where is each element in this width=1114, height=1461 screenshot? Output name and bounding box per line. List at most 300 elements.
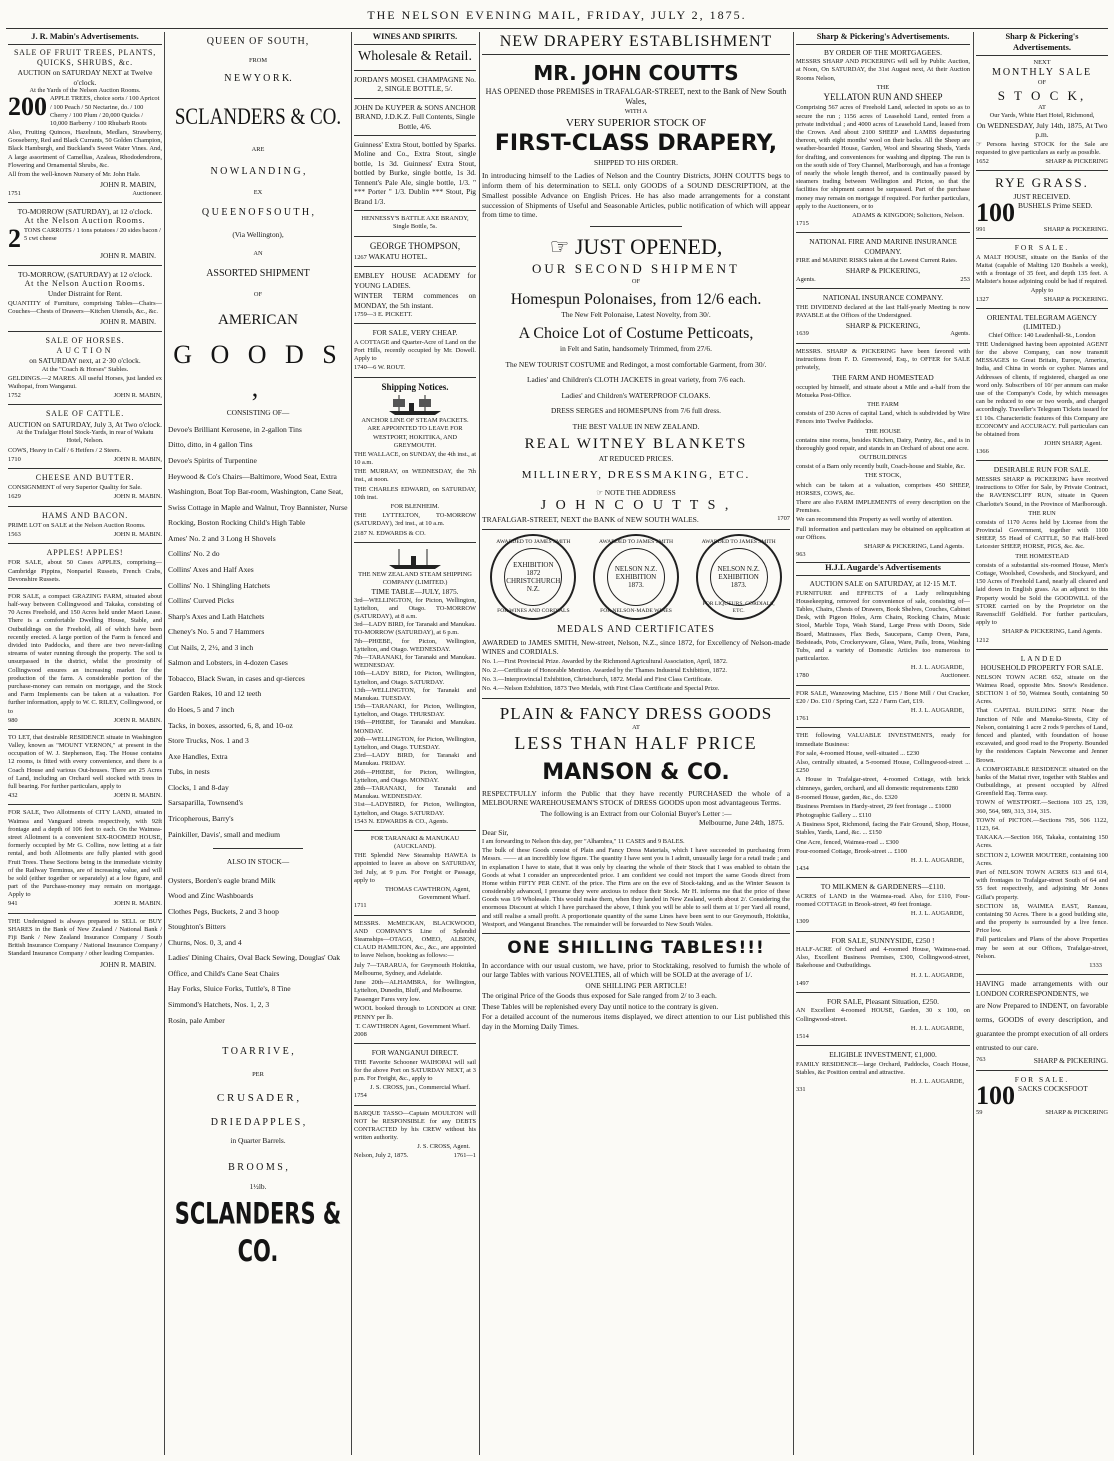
list-item: Ames' No. 2 and 3 Long H Shovels: [168, 533, 276, 543]
signature: SHARP & PICKERING, Land Agents.: [864, 542, 964, 550]
list-item: Cheney's No. 5 and 7 Hammers: [168, 627, 265, 637]
coutts-name: J O H N C O U T T S ,: [540, 498, 732, 514]
column-divider: [973, 32, 974, 1455]
ad-list: TONS CARROTS / 1 tons potatoes / 20 sides bacon / 5 cwt cheese: [24, 226, 161, 242]
signature: H. J. L. AUGARDE,: [910, 664, 964, 672]
proprietor: GEORGE THOMPSON,: [369, 240, 461, 251]
ad-body: consists of 1170 Acres held by License from the Provincial Government, together with 1100 SHEEP, 55 Head of CATTLE, 50 Fat Half-bred Leicester SHEEP, HORSE, PIGS, &c. &c.: [976, 518, 1108, 551]
ad-place: Chief Office: 140 Leadenhall-St., London: [988, 331, 1096, 339]
signature: 2187 N. EDWARDS & CO.: [354, 529, 426, 537]
signature: JOHN R. MABIN.: [100, 251, 156, 261]
ad-body: THE DIVIDEND declared at the last Half-yearly Meeting is now PAYABLE at the Offices of the Undersigned.: [796, 303, 970, 319]
letter-body: I am forwarding to Nelson this day, per "Alhambra," 11 CASES and 9 BALES.: [482, 837, 685, 845]
note-address: ☞ NOTE THE ADDRESS: [596, 487, 676, 497]
signature: JOHN R. MABIN.: [113, 792, 162, 800]
signature: JOHN R. MABIN.: [100, 959, 156, 969]
ad-title: FOR SALE, Pleasant Situation, £250.: [827, 997, 939, 1007]
medals-row: [482, 534, 790, 620]
signature: SHARP & PICKERING,: [845, 266, 921, 276]
timetable: [354, 597, 476, 818]
sailing: THE LYTTELTON, TO-MORROW (SATURDAY), 3rd inst., at 10 a.m.: [354, 512, 476, 528]
list-item: For sale, 4-roomed House, well-situated ... £230: [796, 749, 920, 757]
list-item: 20th—WELLINGTON, for Picton, Wellington, Lyttelton, and Otago. TUESDAY.: [354, 735, 476, 751]
connector: WITH A: [624, 107, 648, 115]
sailing: THE MURRAY, on WEDNESDAY, the 7th inst., at noon.: [354, 468, 476, 484]
signature: T. CAWTHRON Agent, Government Wharf.: [355, 1022, 470, 1030]
ad-place: At the Nelson Auction Rooms.: [24, 279, 146, 289]
list-item: 7th—PHŒBE, for Picton, Wellington, Lyttelton, and Otago. WEDNESDAY.: [354, 637, 476, 653]
ad-body: HAS OPENED those PREMISES in TRAFALGAR-STREET, next to the Bank of New South Wales,: [485, 87, 787, 107]
ad-body: TAKAKA.—Section 166, Takaka, containing 150 Acres.: [976, 834, 1108, 850]
signature: SHARP & PICKERING: [1045, 157, 1108, 165]
signature: 1740—6 W. ROUT.: [354, 364, 406, 372]
signature-title: Auctioneer.: [940, 672, 970, 680]
signature-title: Agents.: [796, 275, 816, 283]
ad-subtitle: on SATURDAY next, at 2·30 o'clock.: [29, 356, 141, 366]
ad-title: TO MILKMEN & GARDENERS—£110.: [820, 882, 946, 892]
ad-subtitle: ONE SHILLING PER ARTICLE!: [585, 980, 687, 990]
ad-number: 980: [8, 716, 18, 724]
sailing: THE WALLACE, on SUNDAY, the 4th inst., at 10 a.m.: [354, 450, 476, 467]
ad-title: MONTHLY SALE: [991, 66, 1093, 78]
ad-title: BY ORDER OF THE MORTGAGEES.: [823, 47, 943, 57]
ad-subtitle: TIME TABLE—JULY, 1875.: [371, 587, 459, 597]
ad-body: The NEW TOURIST COSTUME and Redingot, a most comfortable Garment, from 30/.: [505, 359, 767, 369]
ad-body: BUSHELS Prime SEED.: [1018, 201, 1093, 211]
ad-body: Guinness' Extra Stout, bottled by Sparks. Moline and Co., Extra Stout, single bottle, 1s 3d. Guinness' Extra Stout, bottled by Burke, single bottle, 1s 3d. Tennent's Pale Ale, single bottle, 1/3. " *** Porter " 1/3. Dublin *** Stout, Pig Brand 1/3.: [354, 140, 476, 206]
stock-list-2: [168, 873, 348, 1029]
homespun: Homespun Polonaises, from 12/6 each.: [510, 290, 762, 308]
millinery: MILLINERY, DRESSMAKING, ETC.: [521, 468, 751, 481]
ad-body: Also, Fruiting Quinces, Hazelnuts, Medlars, Strawberry, Gooseberry, Red and Black Currants, 50 Golden Champion, Black Hamburgh, and Buckland's Sweet Water Vines. And, A large assortment of Camellias, Azaleas, Rhododendrons, Flowering and Ornamental Shrubs, &c.: [8, 129, 162, 169]
ad-subtitle: JUST RECEIVED.: [1013, 191, 1071, 201]
ad-subtitle: THE HOMESTEAD: [1015, 552, 1069, 560]
ad-number: 59: [976, 1109, 983, 1117]
ad-subtitle: AUCTION on SATURDAY NEXT at Twelve o'clock.: [17, 68, 153, 87]
list-item: Salmon and Lobsters, in 4-dozen Cases: [168, 658, 288, 668]
connector: EX: [253, 189, 263, 197]
ad-body: A COMFORTABLE RESIDENCE situated on the banks of the Maitai river, together with Stables and Outbuildings, at present occupied by Alfred Greenfield Esq. Terms easy.: [976, 765, 1108, 798]
ad-body: consist of a Barn only recently built, Coach-house and Stable, &c.: [796, 463, 966, 471]
connector: AT: [632, 724, 640, 732]
ad-subtitle: SHIPPED TO HIS ORDER.: [594, 157, 678, 167]
list-item: Tricopherous, Barry's: [168, 813, 234, 823]
list-item: No. 4.—Nelson Exhibition, 1873 Two Medals, with First Class Certificate and Special Prize.: [482, 685, 720, 693]
list-item: Hay Forks, Sluice Forks, Tuttle's, 8 Tine: [168, 984, 291, 994]
first-class-drapery: FIRST-CLASS DRAPERY,: [494, 130, 778, 156]
ad-number: 1715: [796, 220, 809, 228]
signature: JOHN R. MABIN.: [113, 530, 162, 538]
assorted: ASSORTED SHIPMENT: [206, 267, 310, 279]
signature: H. J. L. AUGARDE,: [910, 971, 964, 979]
ad-body: COWS, Heavy in Calf / 6 Heifers / 2 Steers.: [8, 446, 122, 454]
ad-number: 1761—1: [453, 1151, 476, 1159]
signature: J. S. CROSS, Agent.: [417, 1143, 470, 1151]
ad-body: in Felt and Satin, handsomely Trimmed, from 27/6.: [560, 344, 712, 354]
ad-number: 1751: [8, 189, 21, 197]
list-item: 10th—LADY BIRD, for Picton, Wellington, Lyttelton, and Otago. SATURDAY.: [354, 670, 476, 686]
ad-number: 1639: [796, 330, 809, 338]
ad-body: FAMILY RESIDENCE—large Orchard, Paddocks, Coach House, Stables, &c Position central and attractive.: [796, 1060, 970, 1076]
crusader: C R U S A D E R ,: [216, 1092, 300, 1105]
ad-body: A MALT HOUSE, situate on the Banks of the Maitai (capable of Malting 120 Bushels a week), with a frontage of 35 feet, and depth 135 feet. A Maltster's house adjoining could be had if required.: [976, 253, 1108, 286]
column-drapery: [482, 32, 790, 1455]
ad-body: THE Undersigned is always prepared to SELL or BUY SHARES in the Bank of New Zealand / National Bank / Fiji Bank / New Zealand Insurance Company / South British Insurance Company / National Insurance Company / Standard Insurance Company / other leading Companies.: [8, 917, 162, 958]
ad-title: FOR WANGANUI DIRECT.: [371, 1048, 459, 1058]
signature: SHARP & PICKERING.: [1043, 225, 1108, 233]
list-item: 26th—PHŒBE, for Picton, Wellington, Lyttelton, and Otago. MONDAY.: [354, 768, 476, 784]
ad-place: Our Yards, White Hart Hotel, Richmond,: [989, 112, 1095, 120]
ship-name: Q U E E N O F S O U T H ,: [201, 207, 315, 219]
ad-subtitle: AT REDUCED PRICES.: [598, 454, 674, 464]
ad-body: FURNITURE and EFFECTS of a Lady relinquishing Housekeeping, removed for convenience of sale, consisting of— Tables, Chairs, Chests of Drawers, Book Shelves, Couches, Cabinet Desk, with Pigeon Holes, Arm Chairs, Rocking Chairs, Music Stool, Marble Tops, Wash Stand, Large Press with Doors, Side Board, Mattrasses, Flax Beds, Saucepans, Camp Oven, Pans, Bedsteads, Pots, Crockeryware, Glass, Ware, Pails, Irons, Washing Tubs, and a variety of Domestic Articles too numerous to particularize.: [796, 589, 970, 663]
list-item: Clothes Pegs, Buckets, 2 and 3 hoop: [168, 906, 279, 916]
ad-body: We can recommend this Property as well worthy of attention.: [796, 516, 953, 524]
ad-body: There are also FARM IMPLEMENTS of every description on the Premises.: [796, 499, 970, 515]
list-item: Business Premises in Hardy-street, 29 feet frontage ... £1000: [796, 802, 952, 810]
ad-number: 2008: [354, 1031, 367, 1038]
ad-body: All from the well-known Nursery of Mr. John Hale.: [8, 171, 141, 179]
ad-subtitle: THE STOCK,: [864, 472, 902, 480]
ad-title: THE NEW ZEALAND STEAM SHIPPING COMPANY (LIMITED.): [358, 570, 472, 586]
ad-subtitle: YELLATON RUN AND SHEEP: [823, 91, 943, 102]
address: TRAFALGAR-STREET, NEXT the BANK of NEW SOUTH WALES.: [482, 515, 699, 525]
list-item: 3rd—WELLINGTON, for Picton, Wellington, Lyttelton, and Otago. TO-MORROW (SATURDAY), at 8 a.m.: [354, 596, 476, 620]
ad-body: Ladies' and Children's CLOTH JACKETS in great variety, from 7/6 each.: [526, 375, 746, 385]
ad-body: AWARDED to JAMES SMITH, New-street, Nelson, N.Z., since 1872, for Excellency of Nelson-made WINES and CORDIALS.: [482, 637, 790, 657]
hotel-name: WAKATU HOTEL.: [368, 252, 428, 262]
american: AMERICAN: [217, 311, 298, 328]
list-item: No. 3.—Interprovincial Exhibition, Christchurch, 1872. Medal and First Class Certificate.: [482, 676, 713, 684]
big-number: 200: [8, 95, 47, 122]
ad-body: AN Excellent 4-roomed HOUSE, Garden, 30 x 100, on Collingwood-street.: [796, 1007, 970, 1023]
ad-body: ACRES of LAND in the Waimea-road. Also, for £110, Four-roomed COTTAGE in Brook-street, 49 feet frontage.: [796, 892, 970, 909]
ad-title: FOR SALE, VERY CHEAP.: [372, 328, 458, 338]
ad-body: FOR SALE, about 50 Cases APPLES, comprising—Cambridge Pippins, Nonpariel Russets, French Crabs, Devonshire Russets.: [8, 559, 162, 583]
via: (Via Wellington),: [232, 230, 284, 240]
signature: JOHN R. MABIN.: [113, 716, 162, 724]
ad-number: 1267: [354, 254, 367, 262]
list-item: 28th—TARANAKI, for Taranaki and Manukau. WEDNESDAY.: [354, 784, 476, 801]
ad-body: TOWN of PICTON.—Sections 795, 506 1122, 1123, 64.: [976, 816, 1108, 833]
plain-fancy: PLAIN & FANCY DRESS GOODS: [499, 703, 773, 723]
ad-body: These Tables will be replenished every Day until notice to the contrary is given.: [482, 1001, 719, 1011]
ad-title: S T O C K,: [997, 87, 1087, 103]
ad-subtitle: VERY SUPERIOR STOCK OF: [565, 116, 707, 129]
just-opened: ☞ JUST OPENED,: [549, 234, 723, 260]
ad-body: PRIME LOT on SALE at the Nelson Auction Rooms.: [8, 521, 146, 529]
ad-number: 1309: [796, 918, 809, 926]
ad-body: HAVING made arrangements with our LONDON CORRESPONDENTS, we: [976, 979, 1108, 998]
drapery-name: MR. JOHN COUTTS: [533, 61, 739, 86]
ad-subtitle: AUCTION: [56, 345, 114, 355]
list-item: Oysters, Borden's eagle brand Milk: [168, 875, 276, 885]
signature: JOHN R. MABIN,: [113, 455, 162, 463]
ad-body: Part of NELSON TOWN ACRES 613 and 614, with frontages to Trafalgar-street South of 64 and 55 feet respectively, and adjoining Mr Jones Gillat's property.: [976, 868, 1108, 901]
ad-body: THE Favorite Schooner WAIHOPAI will sail for the above Port on SATURDAY NEXT, at 3 p.m. For Freight, &c., apply to: [354, 1058, 476, 1083]
ad-body: That CAPITAL BUILDING SITE Near the Junction of Nile and Manuka-Streets, City of Nelson, containing 1 acre 2 rods 9 perches of Land, fenced and planted, with foundation of house excavated, and good road to the Property. Bounded by the residences Captain Newcome and Jenner Brown.: [976, 707, 1108, 764]
list-item: Ladies' Dining Chairs, Oval Back Sewing, Douglas' Oak Office, and Child's Cane Seat Chairs: [168, 953, 341, 978]
witney-blankets: REAL WITNEY BLANKETS: [524, 436, 748, 453]
origin: N E W Y O R K.: [224, 72, 292, 84]
ad-subtitle: FOR BLENHEIM.: [390, 503, 440, 511]
ad-body: The original Price of the Goods thus exposed for Sale ranged from 2/ to 3 each.: [482, 991, 717, 1001]
ad-title: ELIGIBLE INVESTMENT, £1,000.: [829, 1050, 937, 1060]
ad-number: 1434: [796, 865, 809, 873]
connector: FROM: [248, 56, 268, 64]
ad-body: Full information and particulars may be obtained on application at our Offices.: [796, 525, 970, 541]
ad-body: FIRE and MARINE RISKS taken at the Lowest Current Rates.: [796, 257, 958, 265]
column-divider: [479, 32, 480, 1455]
signature: JOHN R. MABIN,: [113, 392, 162, 400]
shilling-tables: ONE SHILLING TABLES!!!: [507, 938, 765, 959]
list-item: Four-roomed Cottage, Brook-street ... £100: [796, 847, 907, 855]
column-divider: [351, 32, 352, 1455]
ad-subtitle: OUTBUILDINGS: [859, 454, 907, 462]
ad-number: 1710: [8, 455, 21, 463]
section-title: Shipping Notices.: [381, 381, 449, 392]
ad-body: ☞ Persons having STOCK for the Sale are requested to give particulars as early as possible.: [976, 140, 1108, 156]
ad-number: 1563: [8, 530, 21, 538]
ad-body: In accordance with our usual custom, we have, prior to Stocktaking, resolved to furnish the whole of our large Tables with various NOVELTIES, all of which will be SOLD at the average of 1/.: [482, 960, 790, 980]
list-item: A House in Trafalgar-street, 4-roomed Cottage, with brick chimneys, garden, orchard, and all domestic requirements £280: [796, 776, 970, 792]
ad-number: 253: [960, 275, 970, 283]
ad-body: In introducing himself to the Ladies of Nelson and the Country Districts, JOHN COUTTS begs to inform them of his determination to SELL only GOODS of a SOUND DESCRIPTION, at the Smallest possible Advance on English Prices. He has also made arrangements for a constant succession of Shipments of Useful and Seasonable Articles, public notification of which will appear from time to time.: [482, 171, 790, 220]
petticoats: A Choice Lot of Costume Petticoats,: [518, 324, 754, 342]
ad-body: JORDAN'S MOSEL CHAMPAGNE No. 2, SINGLE BOTTLE, 5/.: [354, 74, 476, 94]
firm-name: SCLANDERS & CO.: [174, 104, 342, 130]
list-item: Devoe's Spirits of Turpentine: [168, 456, 257, 466]
ad-place: At the Trafalgar Hotel Stock-Yards, in rear of Wakatu Hotel, Nelson.: [16, 429, 154, 445]
ad-subtitle: AUCTION on SATURDAY, July 3, At Two o'clock.: [8, 419, 162, 429]
ad-body: SACKS COCKSFOOT: [1018, 1084, 1088, 1094]
section-title: WINES AND SPIRITS.: [354, 32, 476, 45]
pointing-hand-icon: ☞: [596, 487, 603, 497]
drapery-title: NEW DRAPERY ESTABLISHMENT: [482, 32, 790, 55]
medal-1: AWARDED TO JAMES SMITH EXHIBITION 1872 CHRISTCHURCH N.Z. FOR WINES AND CORDIALS: [490, 534, 576, 620]
signature-title: Auctioneer.: [132, 189, 162, 197]
letter-body: The bulk of these Goods consist of Plain and Fancy Dress Materials, which I have succeeded in purchasing from Messrs. —— at an incredibly low figure. The quantity I have sent you is I admit, unusually large for a retail trade ; and in explanation I have to state, that it was only by clearing the whole of their Stock that I was enabled to obtain the Goods at what I consider an unprecedented price. I am confident we could not import the same Goods direct from Home within FIFTY PER CENT. of the price. The Firm are on the eve of Stock-taking, and as the Winter Season is considerably advanced, I presume they were anxious to reduce their Stock. Mr H. informs me that the price of these Goods was 1/9 Wholesale. This would make them, when they landed in New Zealand, worth about 2/. Considering the enormous Discount at which I have purchased the above, I think you will be able to sell them at 1/ per Yard all round, and still realise a small profit. A proportionate quantity of the same Lines have been sent to our Greymouth, Hokitika, Westport, and Wanganui Branches. The remainder will be forwarded to New South Wales.: [482, 847, 790, 928]
brooms-weight: 1½lb.: [249, 1182, 267, 1192]
ad-body: WINTER TERM commences on MONDAY, the 5th instant.: [354, 291, 476, 310]
connector: PER: [252, 1070, 264, 1078]
column-header: Sharp & Pickering's Advertisements.: [796, 32, 970, 45]
ad-title: HOUSEHOLD PROPERTY FOR SALE.: [980, 663, 1104, 673]
investments: [796, 750, 970, 856]
ad-body: HENNESSY'S BATTLE AXE BRANDY, Single Bottle, 5s.: [361, 215, 469, 231]
ad-place: At the Yards of the Nelson Auction Rooms.: [29, 87, 141, 95]
ad-title: FOR SALE.: [1014, 243, 1070, 253]
list-item: Devoe's Brilliant Kerosene, in 2-gallon Tins: [168, 424, 302, 434]
list-item: 31st—LADYBIRD, for Picton, Wellington, Lyttelton, and Otago. SATURDAY.: [354, 801, 476, 817]
ad-subtitle: THE HOUSE: [865, 427, 901, 435]
ad-title: APPLES! APPLES!: [46, 548, 124, 558]
list-item: Collins' Curved Picks: [168, 596, 234, 606]
ad-number: 1514: [796, 1033, 809, 1041]
pointing-hand-icon: ☞: [976, 140, 982, 148]
column-sharp-augarde: [796, 32, 970, 1455]
ad-number: 1711: [354, 902, 367, 910]
list-item: No. 2.—Certificate of Honorable Mention. Awarded by the Thames Industrial Exhibition, 1872.: [482, 666, 727, 674]
list-item: Ditto, ditto, in 4 gallon Tins: [168, 440, 253, 450]
ad-number: 1754: [354, 1092, 367, 1100]
big-number: 2: [8, 226, 21, 252]
list-item: Tacks, in boxes, assorted, 6, 8, and 10-oz: [168, 720, 293, 730]
list-item: Tobacco, Black Swan, in cases and qr-tierces: [168, 673, 305, 683]
ad-body: QUANTITY of Furniture, comprising Tables—Chairs—Couches—Chests of Drawers—Kitchen Utensils, &c., &c.: [8, 299, 162, 316]
ad-body: NELSON TOWN ACRE 652, situate on the Waimea Road, opposite Mrs. Snow's Residence. SECTION 1 of 50, Waimea South, containing 50 Acres.: [976, 673, 1108, 706]
ad-number: 432: [8, 792, 18, 800]
signature: SHARP & PICKERING.: [1033, 1056, 1108, 1066]
list-item: Collins' No. 1 Shingling Hatchets: [168, 580, 270, 590]
ad-body: CONSIGNMENT of very Superior Quality for Sale.: [8, 484, 142, 492]
ad-body: WOOL booked through to LONDON at ONE PENNY per lb.: [354, 1005, 476, 1021]
ad-place: At the "Coach & Horses" Stables.: [41, 365, 129, 373]
ad-number: 1652: [976, 157, 989, 165]
signature: H. J. L. AUGARDE,: [910, 857, 964, 865]
list-item: Store Trucks, Nos. 1 and 3: [168, 736, 249, 746]
landing: N O W L A N D I N G ,: [210, 166, 306, 178]
ad-body: Apply to: [1030, 287, 1054, 295]
list-item: Cut Nails, 2, 2½, and 3 inch: [168, 642, 254, 652]
ad-body: FOR SALE, a compact GRAZING FARM, situated about half-way between Collingwood and Takaka, consisting of 70 Acres Freehold, and 150 Acres held under Maori Lease. There is a comfortable Dwelling House, Stable, and Outbuildings on the Freehold, all of which have been recently erected. A large portion of the Farm is fenced and divided into Paddocks, and there are two never-failing streams of water running through the property. The soil is unsurpassed in the district, whilst the proximity of Collingwood ensures an increasing market for the production of the farm. A considerable portion of the purchase-money can remain on mortgage, and the Stock and Farm Implements can be taken at a valuation. For further information, apply to W. C. RILEY, Collingwood, or to: [8, 592, 162, 715]
less-than-half: LESS THAN HALF PRICE: [514, 733, 758, 754]
list-item: Also, centrally situated, a 5-roomed House, Collingwood-street ... £250: [796, 758, 970, 775]
ad-body: consists of 230 Acres of capital Land, which is subdivided by Wire Fences into Twelve Paddocks.: [796, 410, 970, 426]
ad-title: SALE OF CATTLE.: [46, 409, 124, 419]
ad-title: FOR SALE.: [1014, 1074, 1070, 1084]
signature: JOHN R. MABIN,: [100, 180, 156, 190]
ad-title: AUCTION SALE on SATURDAY, at 12·15 M.T.: [809, 579, 957, 589]
signature: H. J. L. AUGARDE,: [910, 1024, 964, 1032]
list-item: Rosin, pale Amber: [168, 1015, 225, 1025]
ad-title: CHEESE AND BUTTER.: [35, 472, 135, 482]
ad-title: LANDED: [1020, 653, 1064, 663]
ad-body: occupied by himself, and situate about a Mile and a-half from the Motueka Post-Office.: [796, 383, 970, 399]
connector: AN: [253, 249, 263, 257]
list-item: No. 1.—First Provincial Prize. Awarded by the Richmond Agricultural Association, April, 1872.: [482, 657, 728, 665]
ad-number: 1212: [976, 636, 989, 644]
ad-body: Passenger Fares very low.: [354, 996, 421, 1004]
list-item: Stoughton's Bitters: [168, 922, 226, 932]
goods: G O O D S ,: [173, 339, 343, 403]
steamship-icon: [354, 393, 476, 417]
ad-title: EMBLEY HOUSE ACADEMY for YOUNG LADIES.: [354, 271, 476, 290]
signature: JOHN R. MABIN.: [100, 317, 156, 327]
medal-2: AWARDED TO JAMES SMITH NELSON N.Z. EXHIBITION 1873. FOR NELSON-MADE WINES: [593, 534, 679, 620]
ad-body: MESSRS. McMECKAN, BLACKWOOD, AND COMPANY'S Line of Splendid Steamships—OTAGO, OMEO, ALBION, CLAUD HAMILTON, &c., &c., are appointed to leave Nelson, booking as follows:—: [354, 919, 476, 960]
footer-firm-name: SCLANDERS & CO.: [174, 1196, 342, 1268]
ad-number: 1752: [8, 392, 21, 400]
connector: OF: [1037, 79, 1047, 87]
connector: OF: [631, 277, 641, 285]
stock-list: [168, 422, 348, 842]
list-item: 13th—WELLINGTON, for Taranaki and Manukau. TUESDAY.: [354, 686, 476, 702]
ad-number: 331: [796, 1086, 806, 1094]
signature: H. J. L. AUGARDE,: [910, 910, 964, 918]
signature: JOHN R. MABIN.: [113, 493, 162, 501]
ad-body: SECTION 2, LOWER MOUTERE, containing 100 Acres.: [976, 851, 1108, 867]
brooms: B R O O M S ,: [228, 1161, 288, 1173]
list-item: do Hoes, 5 and 7 inch: [168, 705, 235, 715]
ad-number: 763: [976, 1056, 986, 1064]
ad-body: THE Splendid New Steamship HAWEA is appointed to leave as above on SATURDAY, 3rd July, at 9 p.m. For Freight or Passage, apply to: [354, 852, 476, 884]
letter-greeting: Dear Sir,: [482, 827, 509, 837]
ad-title: SALE OF HORSES.: [45, 335, 125, 345]
ad-body: contains nine rooms, besides Kitchen, Dairy, Pantry, &c., and is in thoroughly good repair, and stands in an Orchard of about one acre.: [796, 436, 970, 452]
ad-body: MESSRS. SHARP & PICKERING have been favored with instructions from F. D. Greenwood, Esq., to OFFER for SALE privately,: [796, 347, 970, 371]
top-rule: [6, 28, 1108, 29]
steamship-icon: [354, 547, 476, 571]
ad-number: 1327: [976, 295, 989, 303]
ad-subtitle: THE RUN: [1028, 509, 1056, 517]
list-item: Tubs, in nests: [168, 767, 210, 777]
dried-apples: D R I E D A P P L E S ,: [210, 1117, 306, 1129]
signature: H. J. L. AUGARDE,: [910, 1078, 964, 1086]
signature: THOMAS CAWTHRON, Agent, Government Wharf.: [384, 886, 470, 902]
ad-number: 963: [796, 551, 806, 559]
column-wines-shipping: [354, 32, 476, 1455]
ad-body: FOR SALE, Wanzowing Machine, £15 / Bone Mill / Out Cracker, £20 / Do. £10 / Spring Cart, £22 / Farm Cart, £19.: [796, 689, 970, 705]
ad-title: TO-MORROW (SATURDAY), at 12 o'clock.: [17, 206, 153, 216]
connector: THE: [876, 83, 890, 91]
column-sclanders: [168, 32, 348, 1455]
list-item: Photographic Gallery ... £110: [796, 812, 872, 820]
wholesale-retail: Wholesale & Retail.: [358, 48, 472, 64]
ad-title: NATIONAL FIRE AND MARINE INSURANCE COMPANY.: [809, 237, 957, 256]
ad-number: 1497: [796, 979, 809, 987]
list-item: Axe Handles, Extra: [168, 751, 228, 761]
ad-number: 1333: [1089, 962, 1102, 970]
ad-body: MESSRS SHARP AND PICKERING will sell by Public Auction, at Noon, On SATURDAY, the 31st August next, At their Auction Rooms Nelson,: [796, 58, 970, 82]
list-item: Sharp's Axes and Lath Hatchets: [168, 611, 265, 621]
ad-body: Comprising 567 acres of Freehold Land, selected in spots so as to secure the run ; 1156 acres of Leasehold Land, rented from a private individual ; and 4000 acres of Leasehold Land, leased from the Crown. And about 2100 SHEEP and LAMBS depasturing thereon, with eight months' wool on their backs. All the Sheep are weather-boarded House, Garden, Wool and Shearing Sheds, Yards for drafting, and conveniences for washing and dipping. The run is on the south side of Tory Channel, Marlborough, and has a frontage of nearly the whole length thereof, and is continually passed by steamers trading between Wellington and Picton, so that the facilities for shipment cannot be surpassed. Part of the purchase money may remain on mortgage if required. For further particulars, apply to the Auctioneers, or to: [796, 104, 970, 210]
ad-number: 1629: [8, 493, 21, 501]
signature-title: Agents.: [950, 330, 970, 338]
list-item: 15th—TARANAKI, for Picton, Wellington, Lyttelton, and Otago. THURSDAY.: [354, 703, 476, 719]
signature: JOHN R. MABIN.: [113, 900, 162, 908]
list-item: 3rd—LADY BIRD, for Taranaki and Manukau. TO-MORROW (SATURDAY), at 6 p.m.: [354, 621, 476, 637]
signature: SHARP & PICKERING: [1045, 1109, 1108, 1117]
ad-body: ARE APPOINTED TO LEAVE FOR WESTPORT, HOKITIKA, AND GREYMOUTH.: [367, 425, 463, 449]
ad-body: The New Felt Polonaise, Latest Novelty, from 30/.: [561, 310, 711, 320]
signature: SHARP & PICKERING,: [845, 320, 921, 330]
ad-body: A COTTAGE and Quarter-Acre of Land on the Port Hills, recently occupied by Mr. Dowell. Apply to: [354, 338, 476, 363]
sailing: June 20th—ALHAMBRA, for Wellington, Lyttelton, Dunedin, Bluff, and Melbourne.: [354, 978, 476, 995]
connector: ARE: [251, 146, 265, 154]
ad-body: BARQUE TASSO—Captain MOULTON will NOT be RESPONSIBLE for any DEBTS CONTRACTED by his CREW without his written authority.: [354, 1109, 476, 1142]
to-arrive: T O A R R I V E ,: [222, 1046, 294, 1058]
list-item: One Acre, fenced, Waimea-road ... £300: [796, 838, 899, 846]
column-header: J. R. Mabin's Advertisements.: [8, 32, 162, 45]
consisting: CONSISTING OF—: [226, 408, 290, 418]
ad-title: FOR TARANAKI & MANUKAU (AUCKLAND).: [370, 834, 460, 851]
certificates: [482, 658, 790, 694]
list-item: Clocks, 1 and 8-day: [168, 782, 229, 792]
big-number: 100: [976, 1084, 1015, 1110]
list-item: Heywood & Co's Chairs—Baltimore, Wood Seat, Extra Washington, Boat Top Bar-room, Washington, Cane Seat, Swiss Cottage in Maple and Walnut, Troy Bannister, Nurse Rocking, Boston Rocking Child's High Table: [168, 471, 348, 528]
ad-title: ANCHOR LINE OF STEAM PACKETS.: [361, 417, 469, 425]
list-item: Collins' No. 2 do: [168, 549, 220, 559]
medal-3: AWARDED TO JAMES SMITH NELSON N.Z. EXHIBITION 1873. FOR LIQUEURS, CORDIALS, ETC.: [696, 534, 782, 620]
ad-subtitle: THE FARM AND HOMESTEAD: [832, 373, 934, 383]
ad-number: 1780: [796, 672, 809, 680]
second-shipment: OUR SECOND SHIPMENT: [532, 261, 740, 277]
ad-body: THE Undersigned having been appointed AGENT for the above Company, can now transmit MESSAGES to Great Britain, Europe, America, India, and China in words or cypher. Names and Addresses of clients, if registered, charged as one word only. Subscribers of 10/ per annum can make use of the Company's Code, by which messages can be reduced to one or two words, and charged accordingly. Traveller's Telegram Tickets issued for £1 10s. Characteristic features of this Company are ECONOMY and ACCURACY. Full particulars can be obtained from: [976, 340, 1108, 438]
column-divider: [793, 32, 794, 1455]
ad-body: MESSRS SHARP & PICKERING have received instructions to Offer for Sale, by Private Contract, the RAVENSCLIFF RUN, situate in Queen Charlotte's Sound, in the Province of Marlborough.: [976, 475, 1108, 508]
ad-title: FOR SALE, SUNNYSIDE, £250 !: [831, 935, 935, 945]
